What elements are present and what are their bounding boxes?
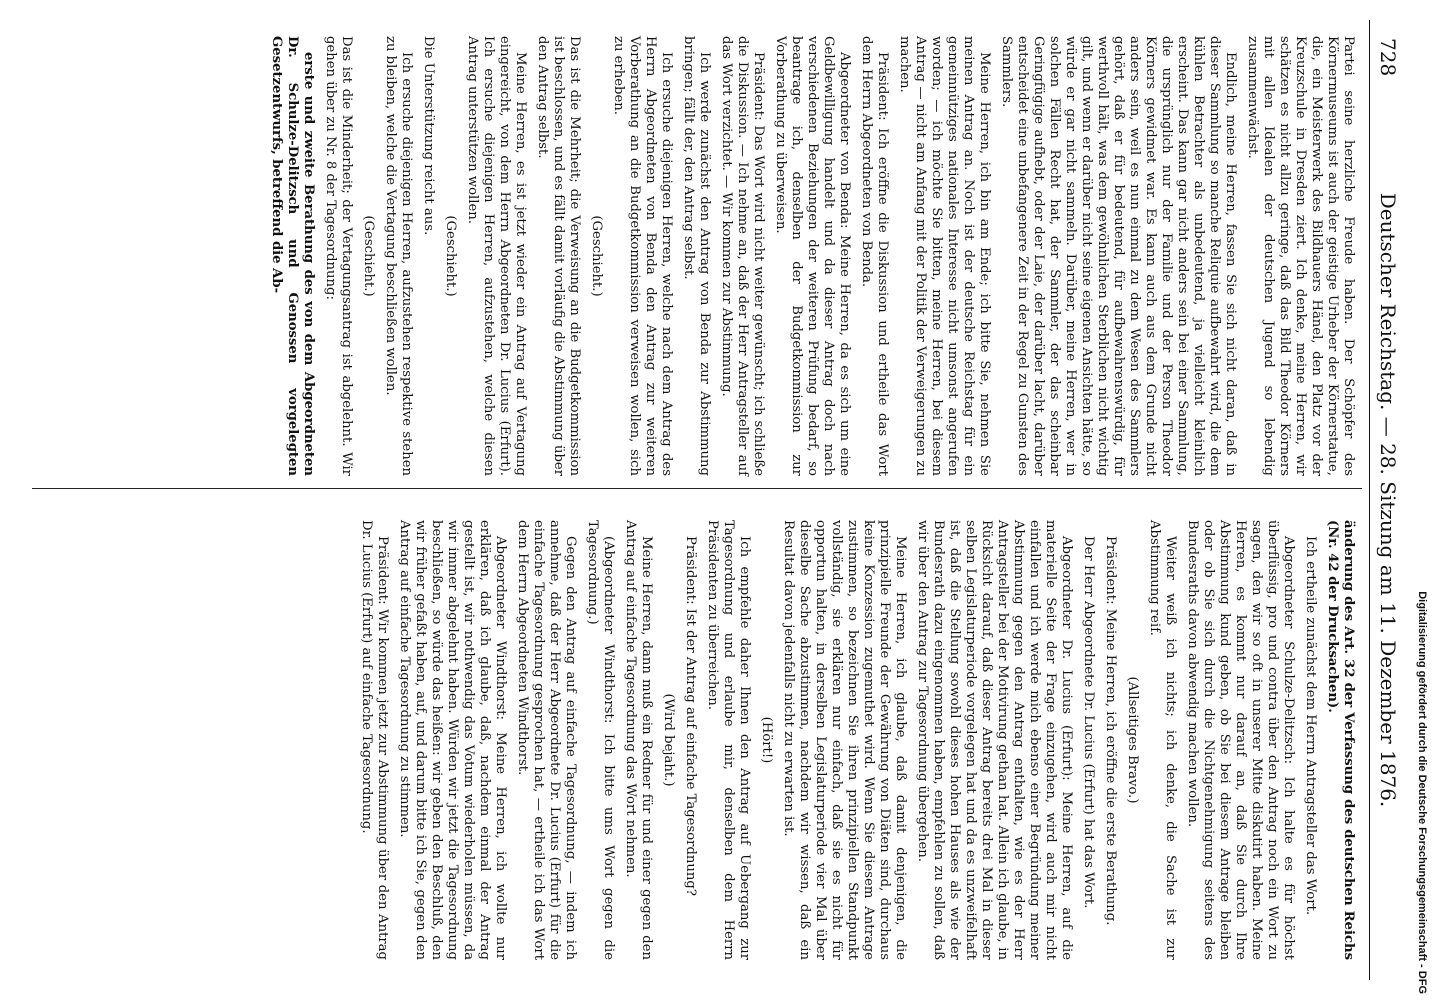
column-divider — [32, 488, 1362, 489]
paragraph: Ich empfehle daher Ihnen den Antrag auf Uebergang zur Tagesordnung und erlaube mir, denselben dem Herrn Präsidenten zu überreichen. — [705, 520, 752, 960]
left-column — [262, 36, 1356, 476]
paragraph: Endlich, meine Herren, fassen Sie sich nicht daran, daß in dieser Sammlung so manche Reliquie aufbewahrt wird, die dem kühlen Betrachter als unbedeutend, ja vielleicht kleinlich erscheint. Das kann gar nicht anders sein bei einer Sammlung, die ursprünglich nur der Familie und der Person Theodor Körners gewidmet war. Es kann auch aus dem Grunde nicht anders sein, weil es nun einmal zu dem Wesen des Sammlers gehört, daß er für bedeutend, für aufbewahrenswürdig, für werthvoll hält, was dem gewöhnlichen Sterblichen nicht wichtig gilt, und wenn er darüber nicht seine eigenen Ansichten hätte, so würde er gar nicht sammeln. Darüber, meine Herren, wer in solchen Fällen Recht hat, der Sammler, der das scheinbar Geringfügige aufhebt, oder der Laie, der darüber lacht, darüber entscheidet eine unbefangenere Zeit in der Regel zu Gunsten des Sammlers. — [999, 36, 1238, 476]
paragraph: Das ist die Mehrheit; die Verweisung an die Budgetkommission ist beschlossen, und es fällt damit vorläufig die Abstimmung über den Antrag selbst. — [535, 36, 582, 476]
page-number: 728 — [1376, 38, 1400, 77]
paragraph: (Abgeordneter Windthorst: Ich bitte ums Wort gegen die Tagesordnung.) — [585, 520, 616, 960]
agenda-item: erste und zweite Berathung des von dem Abgeordneten Dr. Schulze-Delitzsch und Genossen vorgelegten Gesetzentwurfs, betreffend die Ab- — [269, 36, 316, 476]
paragraph: Ich werde zunächst den Antrag von Benda zur Abstimmung bringen; fällt der, den Antrag selbst. — [681, 36, 712, 476]
paragraph: Ich ersuche diejenigen Herren, welche nach dem Antrag des Herrn Abgeordneten von Benda den Antrag zur weiteren Vorberathung an die Budgetkommission verweisen wollen, sich zu erheben. — [611, 36, 674, 476]
paragraph: Meine Herren, es ist jetzt wieder ein Antrag auf Vertagung eingereicht, von dem Herrn Abgeordneten Dr. Lucius (Erfurt). Ich ersuche diejenigen Herren, aufzustehen, welche diesen Antrag unterstützen wollen. — [465, 36, 528, 476]
stage-direction: (Hört!) — [759, 716, 774, 764]
paragraph: Weiter weiß ich nichts; ich denke, die Sache ist zur Abstimmung reif. — [1147, 520, 1178, 960]
paragraph: Das ist die Minderheit; der Vertagungsantrag ist abgelehnt. Wir gehen über zu Nr. 8 der Tagesordnung: — [323, 36, 354, 476]
stage-direction: (Geschieht.) — [589, 215, 604, 297]
agenda-item: änderung des Art. 32 der Verfassung des deutschen Reichs (Nr. 42 der Drucksachen). — [1325, 520, 1356, 960]
paragraph: Der Herr Abgeordnete Dr. Lucius (Erfurt) hat das Wort. — [1081, 536, 1096, 909]
stage-direction: (Allseitiges Bravo.) — [1125, 676, 1140, 804]
paragraph: Gegen den Antrag auf einfache Tagesordnung, — indem ich annehme, daß der Herr Abgeordnete Dr. Lucius (Erfurt) für die einfache Tagesordnung gesprochen hat, — ertheile ich das Wort dem Herrn Abgeordneten Windthorst. — [515, 520, 578, 960]
speaker-paragraph: Präsident: Ich eröffne die Diskussion und ertheile das Wort dem Herrn Abgeordneten von Benda. — [859, 36, 890, 476]
stage-direction: (Wird bejaht.) — [661, 693, 676, 787]
paragraph: Meine Herren, ich glaube, daß damit denjenigen, die prinzipielle Freunde der Gewährung von Diäten sind, durchaus keine Konzession zugemuthet wird. Wenn Sie diesem Antrage zustimmen, so bezeichnen Sie ihren prinzipiellen Standpunkt vollständig, sie erklären nur einfach, daß sie es nicht für opportun halten, in derselben Legislaturperiode vier Mal über dieselbe Sache abzustimmen, nachdem wir wissen, daß ein Resultat davon jedenfalls nicht zu erwarten ist. — [781, 520, 908, 960]
running-title: Deutscher Reichstag. — 28. Sitzung am 11. Dezember 1876. — [1376, 192, 1400, 808]
dfg-strip — [1412, 0, 1432, 1000]
stage-direction: (Geschieht.) — [361, 215, 376, 297]
paragraph: Ich ersuche diejenigen Herren, aufzustehen respektive stehen zu bleiben, welche die Vertagung beschließen wollen. — [383, 36, 414, 476]
right-column — [352, 520, 1356, 960]
paragraph: Partei seine herzliche Freude haben. Der Schöpfer des Körnermuseums ist auch der geistige Urheber der Körnerstatue, die, ein Meisterwerk des Bildhauers Hänel, den Platz vor der Kreuzschule in Dresden ziert. Ich denke, meine Herren, wir schätzen es nicht allzu geringe, daß das Bild Theodor Körners mit allen Idealen der deutschen Jugend so lebendig zusammenwächst. — [1245, 36, 1356, 476]
speaker-paragraph: Präsident: Meine Herren, ich eröffne die erste Berathung. — [1103, 536, 1118, 926]
speaker-paragraph: Präsident: Das Wort wird nicht weiter gewünscht; ich schließe die Diskussion. — Ich nehme an, daß der Herr Antragsteller auf das Wort verzichtet. — Wir kommen zur Abstimmung. — [719, 36, 766, 476]
speaker-paragraph: Präsident: Ist der Antrag auf einfache Tagesordnung? — [683, 536, 698, 896]
dfg-notice: Digitalisierung gefördert durch die Deutsche Forschungsgemeinschaft - DFG — [1416, 591, 1428, 994]
paragraph: Ich ertheile zunächst dem Herrn Antragsteller das Wort. — [1303, 536, 1318, 916]
stage-direction: (Geschieht.) — [443, 215, 458, 297]
paragraph: Meine Herren, dann muß ein Redner für und einer gegen den Antrag auf einfache Tagesordnung das Wort nehmen. — [623, 520, 654, 960]
paragraph: Die Unterstützung reicht aus. — [421, 36, 436, 236]
page-header — [1369, 20, 1414, 980]
speaker-paragraph: Abgeordneter von Benda: Meine Herren, da es sich um eine Geldbewilligung handelt und da dieser Antrag doch nach verschiedenen Beziehungen der weiteren Prüfung bedarf, so beantrage ich, denselben der Budgetkommission zur Vorberathung zu überweisen. — [773, 36, 852, 476]
speaker-paragraph: Abgeordneter Dr. Lucius (Erfurt): Meine Herren, auf die materielle Seite der Frage einzugehen, wird auch mir nicht einfallen und ich werde mich ebenso einer Begründung meiner Abstimmung gegen den Antrag enthalten, wie es der Herr Antragsteller bei der Motivirung gethan hat. Allein ich glaube, in Rücksicht darauf, daß dieser Antrag bereits drei Mal in dieser selben Legislaturperiode vorgelegen hat und da es unzweifelhaft ist, daß die Stellung sowohl dieses hohen Hauses als wie der Bundesrath dazu eingenommen haben, empfehlen zu sollen, daß wir über den Antrag zur Tagesordnung übergehen. — [915, 520, 1074, 960]
paragraph: Meine Herren, ich bin am Ende; ich bitte Sie, nehmen Sie meinen Antrag an. Noch ist der deutsche Reichstag für ein gemeinnütziges nationales Interesse nicht umsonst angerufen worden; — ich möchte Sie bitten, meine Herren, bei diesem Antrag — nicht am Anfang mit der Politik der Verweigerungen zu machen. — [897, 36, 992, 476]
speaker-paragraph: Abgeordneter Schulze-Delitzsch: Ich halte es für höchst überflüssig, pro und contra über den Antrag noch ein Wort zu sagen, den wir so oft in unserer Mitte diskutirt haben. Meine Herren, es kommt nur darauf an, daß Sie durch Ihre Abstimmung kund geben, ob Sie bei diesem Antrage bleiben oder ob Sie sich durch die Nichtgenehmigung seitens des Bundesraths davon abwendig machen wollen. — [1185, 520, 1296, 960]
speaker-paragraph: Abgeordneter Windthorst: Meine Herren, ich wollte nur erklären, daß ich glaube, daß, nachdem einmal der Antrag gestellt ist, wir nothwendig das Votum wiederholen müssen, da wir immer abgelehnt haben. Würden wir jetzt die Tagesordnung beschließen, so würde das heißen: wir geben den Beschluß, den wir früher gefaßt haben, auf, und darum bitte ich Sie, gegen den Antrag auf einfache Tagesordnung zu stimmen. — [397, 520, 508, 960]
speaker-paragraph: Präsident: Wir kommen jetzt zur Abstimmung über den Antrag Dr. Lucius (Erfurt) auf einfache Tagesordnung. — [359, 520, 390, 960]
